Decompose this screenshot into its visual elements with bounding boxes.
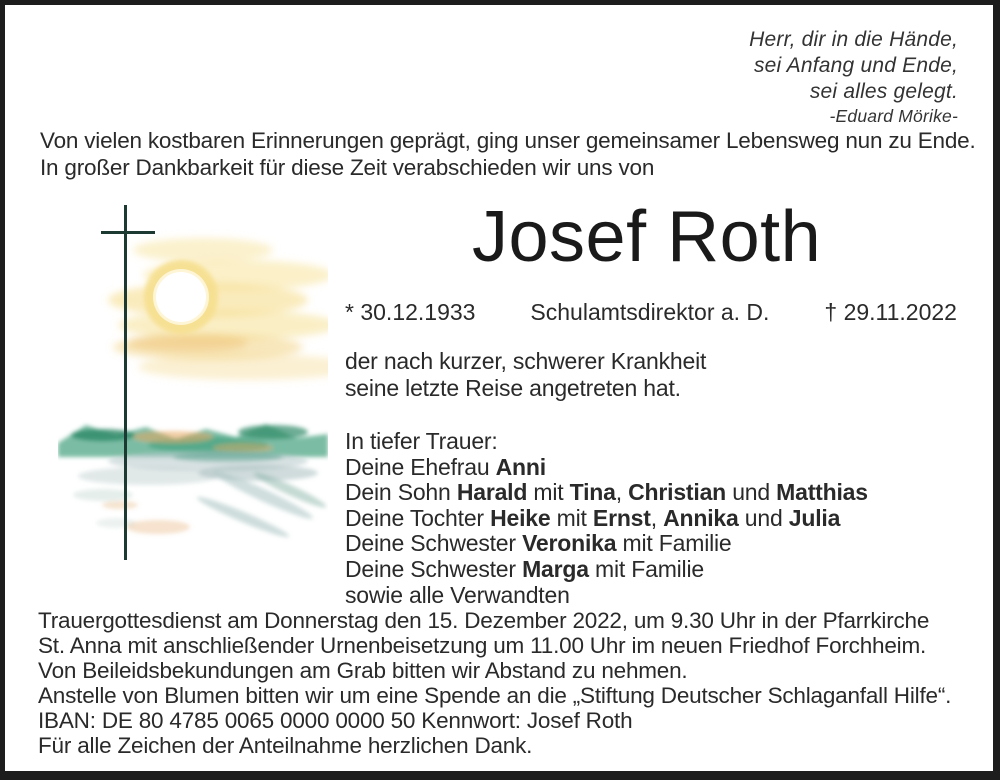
intro-line: Von vielen kostbaren Erinnerungen geprägt, ging unser gemeinsamer Lebensweg nun zu Ende. <box>40 128 976 153</box>
intro-paragraph <box>40 127 976 181</box>
sun <box>156 272 206 322</box>
mourner-name: Ernst <box>592 504 651 531</box>
mourner-line <box>345 480 868 506</box>
funeral-details-line: Von Beileidsbekundungen am Grab bitten wir Abstand zu nehmen. <box>38 658 688 683</box>
mourner-text: , <box>650 504 664 531</box>
birth-date: * 30.12.1933 <box>345 299 476 325</box>
mourner-text: und <box>726 479 777 506</box>
mourner-text: mit Familie <box>588 555 704 582</box>
funeral-details-line: IBAN: DE 80 4785 0065 0000 0000 50 Kennwort: Josef Roth <box>38 708 633 733</box>
profession: Schulamtsdirektor a. D. <box>530 299 770 325</box>
funeral-details <box>38 608 951 758</box>
mourner-text: , <box>615 479 629 506</box>
mourner-name: Julia <box>788 504 841 531</box>
mourner-name: Veronika <box>522 530 617 557</box>
quote-line: sei alles gelegt. <box>809 80 958 103</box>
mourner-name: Annika <box>663 504 739 531</box>
mourner-text: Deine Schwester <box>345 555 523 582</box>
funeral-details-line: Trauergottesdienst am Donnerstag den 15. Dezember 2022, um 9.30 Uhr in der Pfarrkirche <box>38 608 930 633</box>
mourners-heading: In tiefer Trauer: <box>345 428 498 454</box>
mourner-line <box>345 583 868 609</box>
mourner-name: Tina <box>569 479 616 506</box>
mourner-text: und <box>738 504 789 531</box>
vitals-row <box>345 299 957 325</box>
water-washes <box>73 451 328 541</box>
mourner-line <box>345 557 868 583</box>
mourner-text: Dein Sohn <box>345 479 457 506</box>
mourner-name: Anni <box>495 453 546 480</box>
mourner-text: sowie alle Verwandten <box>345 581 570 608</box>
intro-line: In großer Dankbarkeit für diese Zeit verabschieden wir uns von <box>40 155 655 180</box>
death-date: † 29.11.2022 <box>824 299 957 325</box>
mourner-name: Matthias <box>776 479 868 506</box>
funeral-details-line: St. Anna mit anschließender Urnenbeisetzung um 11.00 Uhr im neuen Friedhof Forchheim. <box>38 633 927 658</box>
mourner-text: Deine Schwester <box>345 530 523 557</box>
mourner-text: mit <box>527 479 570 506</box>
mourner-text: Deine Ehefrau <box>345 453 496 480</box>
illness-line: seine letzte Reise angetreten hat. <box>345 375 681 401</box>
funeral-details-line: Anstelle von Blumen bitten wir um eine Spende an die „Stiftung Deutscher Schlaganfall Hilfe“. <box>38 683 952 708</box>
mourner-line <box>345 455 868 481</box>
mourner-text: Deine Tochter <box>345 504 491 531</box>
memorial-artwork-svg <box>58 195 328 595</box>
deceased-name: Josef Roth <box>472 197 822 277</box>
illness-note <box>345 348 706 402</box>
mourner-text: mit Familie <box>616 530 732 557</box>
mourner-name: Marga <box>522 555 589 582</box>
mourner-name: Christian <box>628 479 727 506</box>
quote-line: Herr, dir in die Hände, <box>749 28 958 51</box>
mourner-line <box>345 531 868 557</box>
funeral-details-line: Für alle Zeichen der Anteilnahme herzlichen Dank. <box>38 733 533 758</box>
illness-line: der nach kurzer, schwerer Krankheit <box>345 348 707 374</box>
quote-attribution: -Eduard Mörike- <box>829 106 958 126</box>
mourner-name: Harald <box>456 479 528 506</box>
sky-washes <box>108 238 328 380</box>
mourner-name: Heike <box>490 504 551 531</box>
mourner-text: mit <box>550 504 593 531</box>
mourner-line <box>345 506 868 532</box>
mourners-list <box>345 429 868 608</box>
watercolor-sunset-cross-image <box>58 195 328 595</box>
quote-line: sei Anfang und Ende, <box>753 54 958 77</box>
memorial-quote <box>749 27 958 127</box>
